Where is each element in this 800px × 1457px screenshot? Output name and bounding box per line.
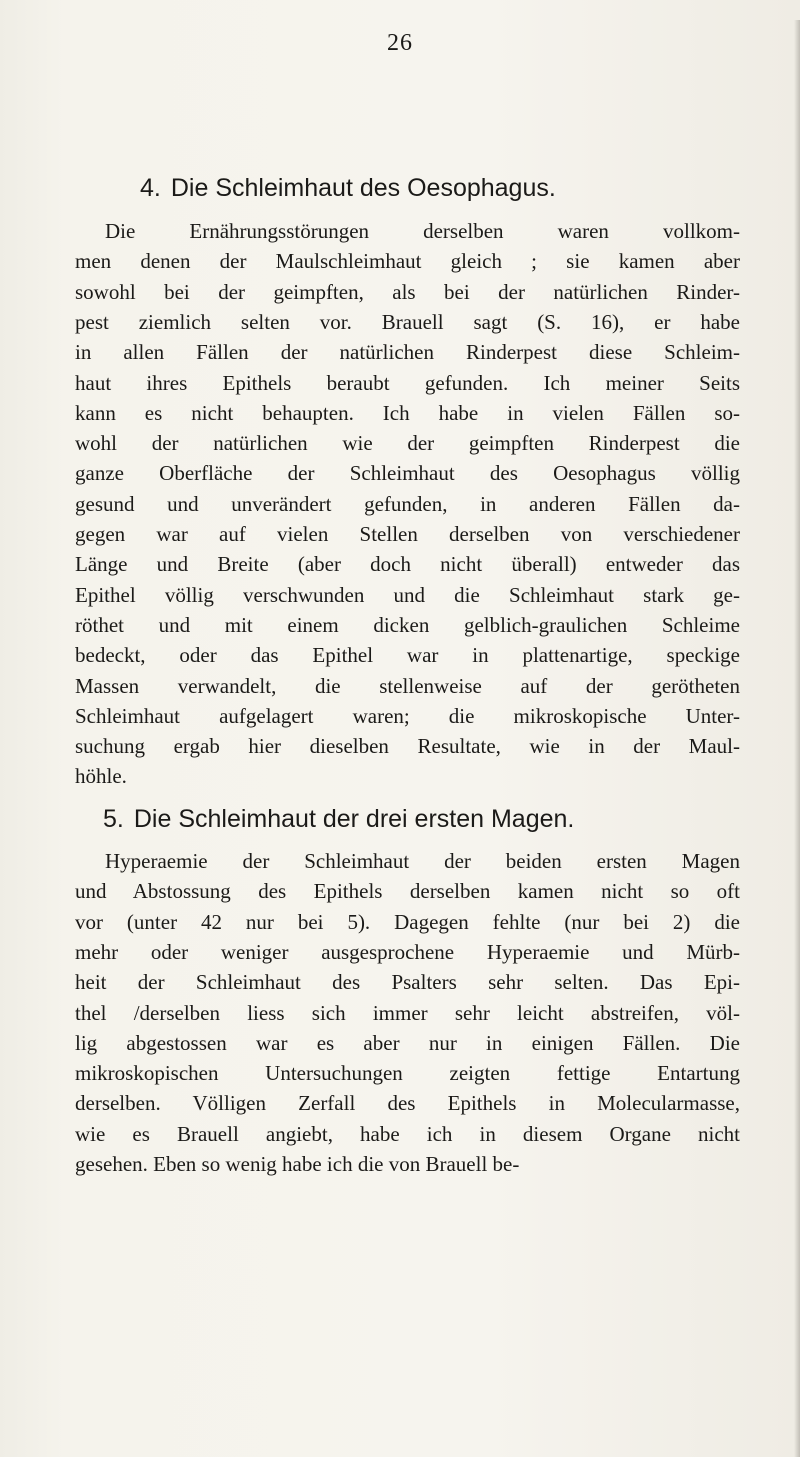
text-line: lig abgestossen war es aber nur in einigen Fällen. Die (75, 1030, 740, 1055)
text-line: Die Ernährungsstörungen derselben waren vollkom- (105, 219, 740, 243)
text-line: gesehen. Eben so wenig habe ich die von Brauell be- (75, 1152, 520, 1176)
text-line: Länge und Breite (aber doch nicht überall) entweder das (75, 552, 740, 577)
section-5-number: 5. (103, 805, 124, 833)
text-line: kann es nicht behaupten. Ich habe in vielen Fällen so- (75, 400, 740, 425)
text-line: pest ziemlich selten vor. Brauell sagt (S. 16), er habe (75, 309, 740, 334)
text-line: sowohl bei der geimpften, als bei der natürlichen Rinder- (75, 279, 740, 304)
text-line: mehr oder weniger ausgesprochene Hyperaemie und Mürb- (75, 939, 740, 964)
section-4-number: 4. (140, 174, 161, 202)
page-number: 26 (387, 30, 413, 56)
text-line: bedeckt, oder das Epithel war in plattenartige, speckige (75, 643, 740, 668)
text-line: wie es Brauell angiebt, habe ich in diesem Organe nicht (75, 1121, 740, 1146)
text-line: haut ihres Epithels beraubt gefunden. Ich meiner Seits (75, 370, 740, 395)
text-line: höhle. (75, 764, 127, 789)
section-4-heading (140, 174, 556, 203)
section-5-title: Die Schleimhaut der drei ersten Magen. (133, 805, 575, 833)
text-line: Massen verwandelt, die stellenweise auf der gerötheten (75, 673, 740, 698)
text-line: suchung ergab hier dieselben Resultate, wie in der Maul- (75, 734, 740, 759)
text-line: röthet und mit einem dicken gelblich-graulichen Schleime (75, 612, 740, 637)
text-line: derselben. Völligen Zerfall des Epithels in Molecularmasse, (75, 1091, 740, 1116)
text-line: mikroskopischen Untersuchungen zeigten fettige Entartung (75, 1061, 740, 1086)
text-line: heit der Schleimhaut des Psalters sehr selten. Das Epi- (75, 970, 740, 995)
text-line: gegen war auf vielen Stellen derselben von verschiedener (75, 522, 740, 546)
text-line: in allen Fällen der natürlichen Rinderpest diese Schleim- (75, 340, 740, 365)
text-line: Schleimhaut aufgelagert waren; die mikroskopische Unter- (75, 703, 740, 728)
page-edge-shadow (794, 20, 800, 1457)
text-line: thel /derselben liess sich immer sehr leicht abstreifen, völ- (75, 1000, 740, 1025)
text-line: Hyperaemie der Schleimhaut der beiden ersten Magen (105, 849, 740, 873)
text-line: gesund und unverändert gefunden, in anderen Fällen da- (75, 491, 740, 516)
text-line: und Abstossung des Epithels derselben kamen nicht so oft (75, 879, 740, 904)
text-line: vor (unter 42 nur bei 5). Dagegen fehlte (nur bei 2) die (75, 909, 740, 934)
section-5-heading (103, 805, 574, 834)
section-4-title: Die Schleimhaut des Oesophagus. (170, 174, 556, 202)
text-line: ganze Oberfläche der Schleimhaut des Oesophagus völlig (75, 461, 740, 486)
text-line: men denen der Maulschleimhaut gleich ; sie kamen aber (75, 249, 740, 274)
text-line: wohl der natürlichen wie der geimpften Rinderpest die (75, 431, 740, 456)
text-line: Epithel völlig verschwunden und die Schleimhaut stark ge- (75, 582, 740, 607)
